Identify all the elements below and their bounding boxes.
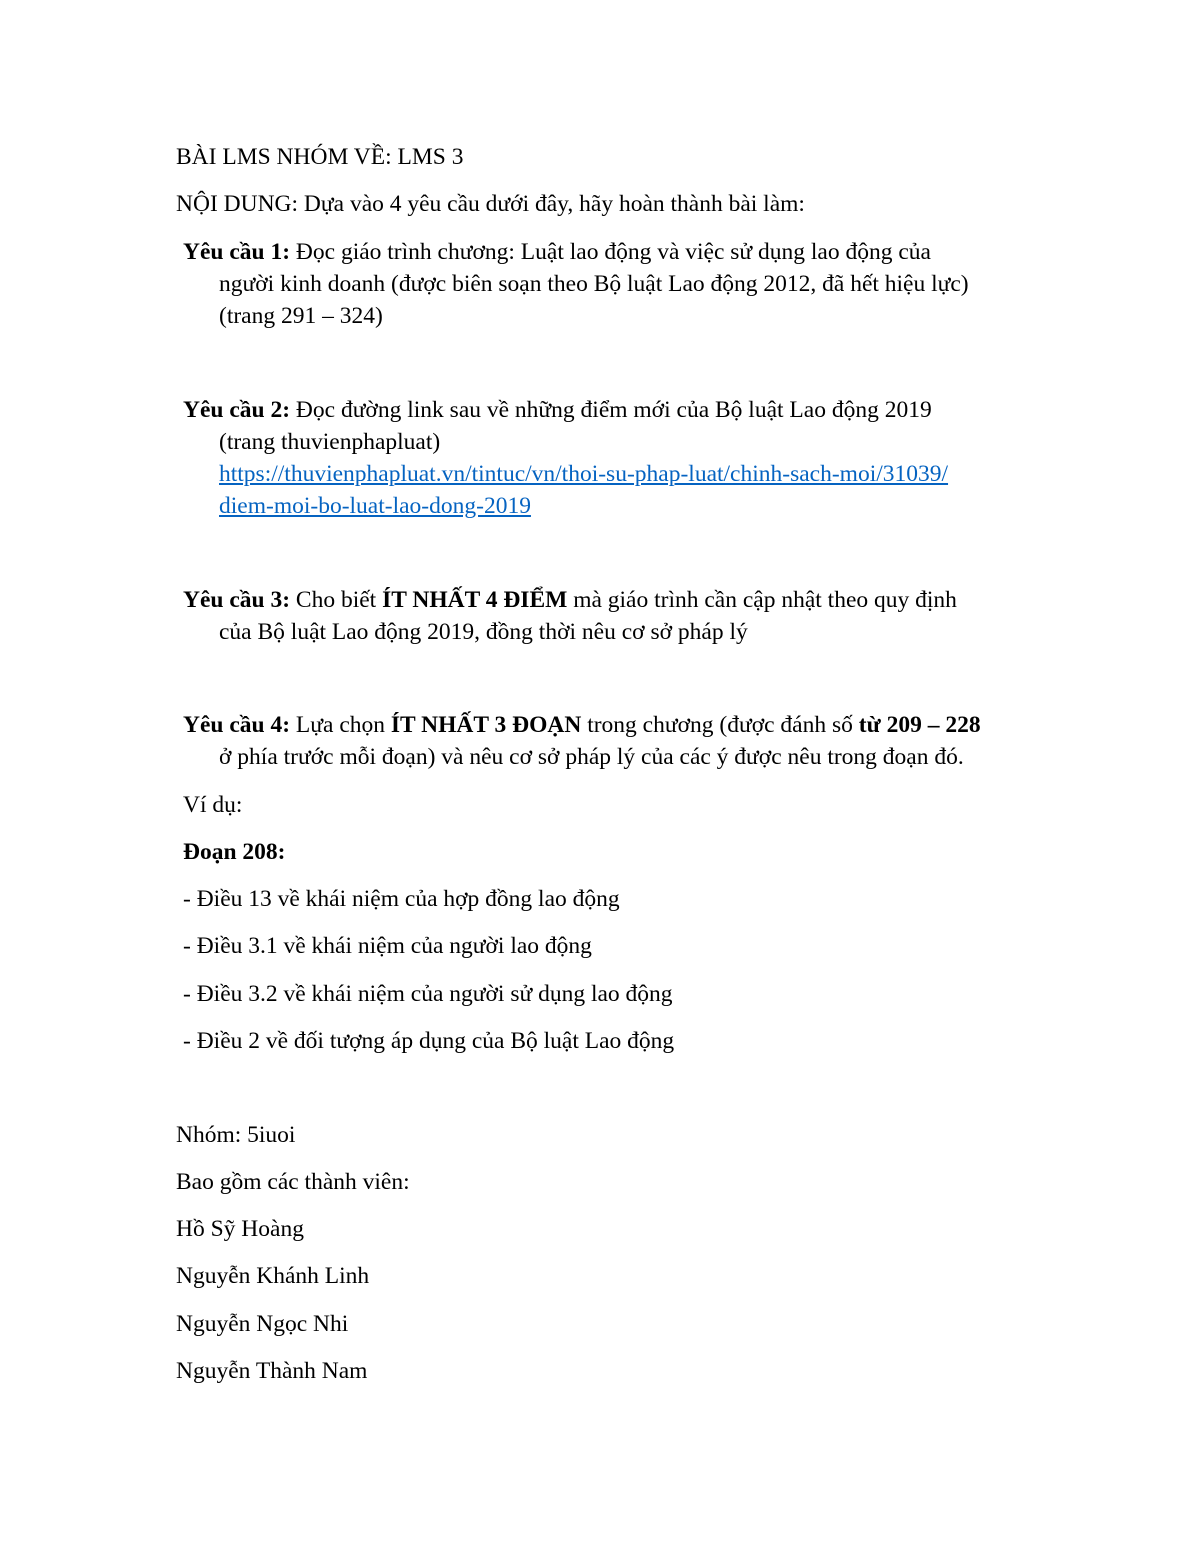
member-item: Hồ Sỹ Hoàng (176, 1216, 304, 1242)
req2-link-part1[interactable]: https://thuvienphapluat.vn/tintuc/vn/thoi-su-phap-luat/chinh-sach-moi/31039/ (219, 461, 949, 487)
example-heading: Đoạn 208: (183, 839, 286, 865)
group-name: Nhóm: 5iuoi (176, 1122, 296, 1148)
req2-line1 (183, 394, 932, 426)
req4-emphasis-range: từ 209 – 228 (858, 712, 981, 738)
req1-line1 (183, 236, 931, 268)
example-item: - Điều 3.2 về khái niệm của người sử dụng lao động (183, 981, 673, 1007)
example-item: - Điều 13 về khái niệm của hợp đồng lao động (183, 886, 620, 912)
example-label: Ví dụ: (183, 792, 243, 818)
document-title: BÀI LMS NHÓM VỀ: LMS 3 (176, 144, 464, 170)
member-item: Nguyễn Thành Nam (176, 1358, 368, 1384)
req4-pre: Lựa chọn (290, 712, 391, 738)
req3-label: Yêu cầu 3: (183, 587, 291, 613)
req4-mid: trong chương (được đánh số (581, 712, 859, 738)
member-item: Nguyễn Khánh Linh (176, 1263, 370, 1289)
req1-line2: người kinh doanh (được biên soạn theo Bộ luật Lao động 2012, đã hết hiệu lực) (219, 271, 969, 297)
req4-line1 (183, 709, 981, 741)
req1-label: Yêu cầu 1: (183, 239, 291, 265)
req3-line2: của Bộ luật Lao động 2019, đồng thời nêu cơ sở pháp lý (219, 619, 748, 645)
req4-line2: ở phía trước mỗi đoạn) và nêu cơ sở pháp lý của các ý được nêu trong đoạn đó. (219, 744, 964, 770)
req3-emphasis: ÍT NHẤT 4 ĐIỂM (382, 587, 568, 613)
req1-text1: Đọc giáo trình chương: Luật lao động và việc sử dụng lao động của (290, 239, 931, 265)
members-label: Bao gồm các thành viên: (176, 1169, 410, 1195)
req2-text1: Đọc đường link sau về những điểm mới của Bộ luật Lao động 2019 (290, 397, 932, 423)
req2-label: Yêu cầu 2: (183, 397, 291, 423)
req3-pre: Cho biết (290, 587, 383, 613)
example-item: - Điều 3.1 về khái niệm của người lao động (183, 933, 592, 959)
req3-line1 (183, 584, 957, 616)
example-item: - Điều 2 về đối tượng áp dụng của Bộ luật Lao động (183, 1028, 675, 1054)
req3-post: mà giáo trình cần cập nhật theo quy định (567, 587, 957, 613)
req2-line2: (trang thuvienphapluat) (219, 429, 441, 455)
req2-link-part2[interactable]: diem-moi-bo-luat-lao-dong-2019 (219, 493, 531, 519)
req4-emphasis: ÍT NHẤT 3 ĐOẠN (390, 712, 582, 738)
content-line: NỘI DUNG: Dựa vào 4 yêu cầu dưới đây, hãy hoàn thành bài làm: (176, 191, 805, 217)
req4-label: Yêu cầu 4: (183, 712, 291, 738)
req1-line3: (trang 291 – 324) (219, 303, 383, 329)
member-item: Nguyễn Ngọc Nhi (176, 1311, 349, 1337)
